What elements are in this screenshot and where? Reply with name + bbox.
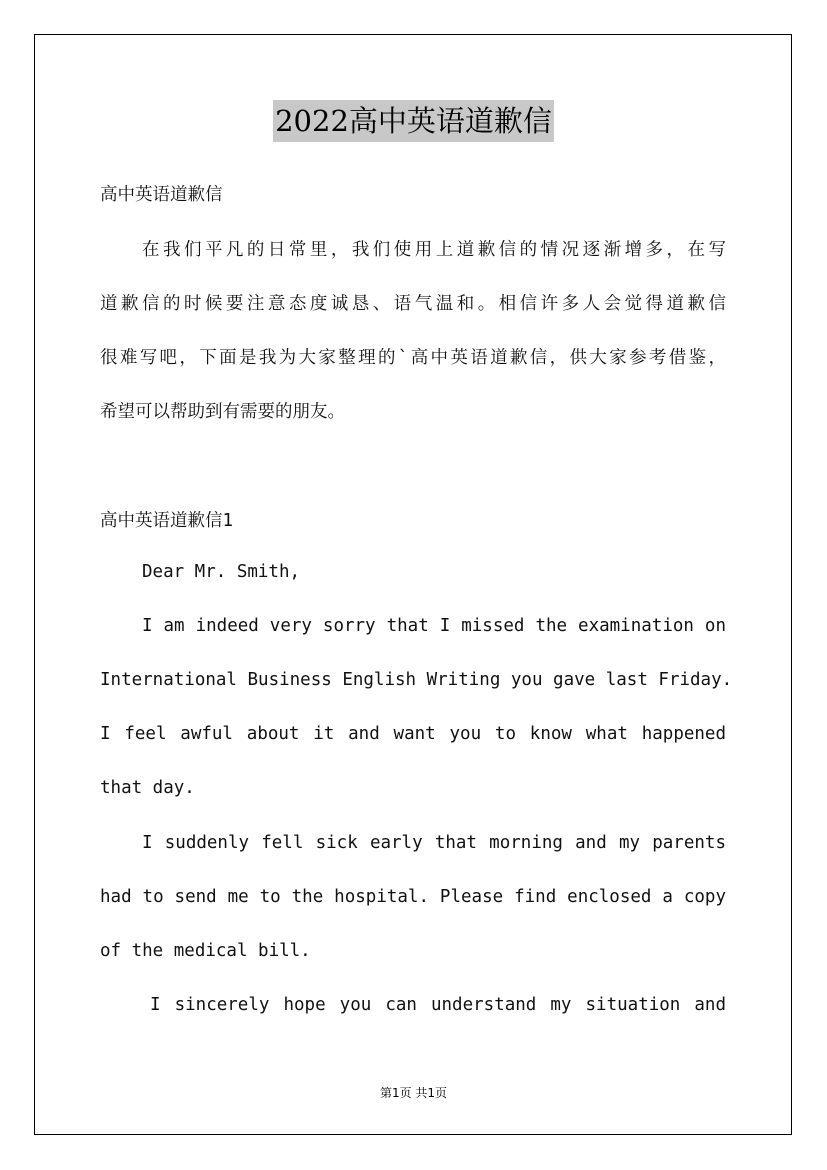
paragraph-line: had to send me to the hospital. Please find enclosed a copy [100, 887, 726, 907]
paragraph-line: that day. [100, 778, 195, 798]
intro-line: 希望可以帮助到有需要的朋友。 [100, 402, 345, 422]
paragraph-line: I sincerely hope you can understand my situation and [150, 995, 726, 1015]
paragraph-line: I feel awful about it and want you to know what happened [100, 724, 726, 744]
paragraph-line: International Business English Writing you gave last Friday. [100, 670, 733, 690]
paragraph-line: I suddenly fell sick early that morning and my parents [142, 833, 726, 853]
intro-line: 很难写吧，下面是我为大家整理的`高中英语道歉信，供大家参考借鉴， [100, 348, 726, 368]
page-footer: 第1页 共1页 [379, 1086, 448, 1100]
document-title: 2022高中英语道歉信 [273, 100, 554, 142]
paragraph-line: I am indeed very sorry that I missed the examination on [142, 616, 726, 636]
intro-line: 道歉信的时候要注意态度诚恳、语气温和。相信许多人会觉得道歉信 [100, 294, 726, 314]
letter1-heading: 高中英语道歉信1 [100, 511, 234, 531]
salutation: Dear Mr. Smith, [142, 562, 301, 582]
title-container [0, 100, 827, 142]
intro-heading: 高中英语道歉信 [100, 185, 223, 205]
paragraph-line: of the medical bill. [100, 941, 311, 961]
intro-line: 在我们平凡的日常里，我们使用上道歉信的情况逐渐增多，在写 [142, 240, 726, 260]
